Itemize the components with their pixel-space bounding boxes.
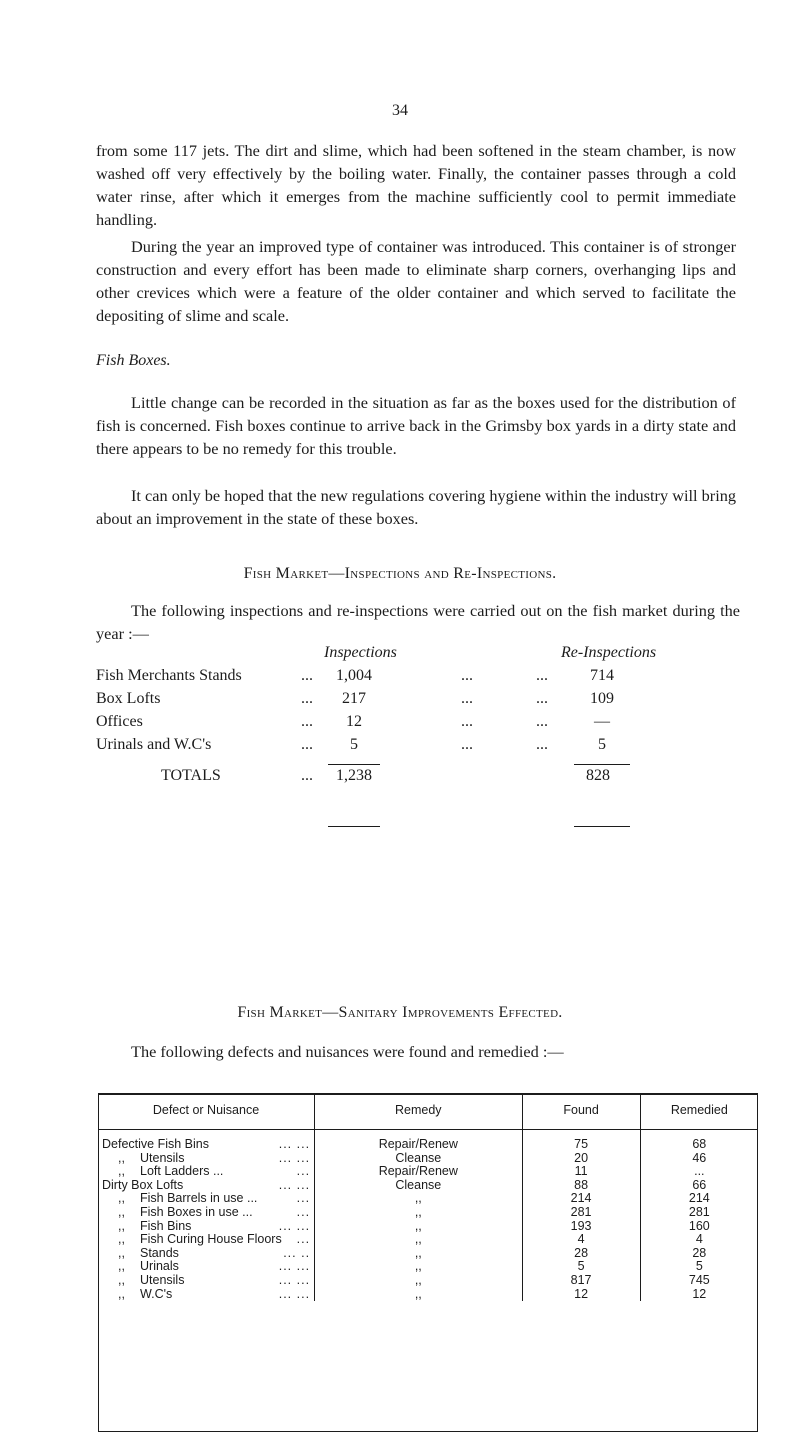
reinspections-value: — <box>594 713 610 730</box>
subheading-fish-boxes: Fish Boxes. <box>96 352 171 369</box>
remedied-cell: 12 <box>692 1286 707 1301</box>
leader-dots: ... ... <box>278 1259 311 1274</box>
remedy-cell: Cleanse <box>315 1152 523 1166</box>
inspections-value: 1,004 <box>336 667 372 684</box>
defect-name: Loft Ladders ... <box>140 1164 224 1179</box>
found-cell: 281 <box>522 1206 640 1220</box>
leader-dots: ... ... <box>278 1272 311 1287</box>
found-cell: 11 <box>522 1165 640 1179</box>
leader-dots: ... ... <box>278 1150 311 1165</box>
inspections-row: Fish Merchants Stands ... 1,004 ... ... 714 <box>96 667 756 690</box>
paragraph-container-rinse: from some 117 jets. The dirt and slime, which had been softened in the steam chamber, is now washed off very effectively by the boiling water. Finally, the container passes through a cold water rinse, after which it emerges from the machine sufficiently cool to permit immediate handling. <box>96 141 736 229</box>
table-row <box>98 1130 758 1152</box>
leader-dots: ... ... <box>278 1137 311 1151</box>
found-cell: 193 <box>522 1220 640 1234</box>
found-cell: 214 <box>522 1192 640 1206</box>
defect-name: Dirty Box Lofts <box>102 1177 184 1192</box>
remedy-cell: ,, <box>315 1260 523 1274</box>
header-remedied: Remedied <box>640 1093 758 1130</box>
improvements-intro: The following defects and nuisances were found and remedied :— <box>131 1042 564 1061</box>
inspections-row: Box Lofts ... 217 ... ... 109 <box>96 690 756 713</box>
inspections-row: Urinals and W.C's ... 5 ... ... 5 <box>96 736 756 759</box>
inspections-header-row <box>96 644 756 667</box>
remedied-cell: 68 <box>692 1137 707 1151</box>
reinspections-value: 714 <box>590 667 614 684</box>
ditto-mark: ,, <box>118 1191 125 1206</box>
remedied-cell: 46 <box>692 1150 707 1165</box>
table-row <box>98 1288 758 1302</box>
found-cell: 12 <box>522 1288 640 1302</box>
header-found: Found <box>522 1093 640 1130</box>
table-row <box>98 1152 758 1166</box>
remedied-cell: 4 <box>695 1232 703 1247</box>
inspections-totals-row: TOTALS ... 1,238 828 <box>96 767 756 790</box>
table-row <box>98 1165 758 1179</box>
inspections-value: 5 <box>350 736 358 753</box>
ditto-mark: ,, <box>118 1164 125 1179</box>
found-cell: 20 <box>522 1152 640 1166</box>
table-row <box>98 1233 758 1247</box>
remedy-cell: ,, <box>315 1233 523 1247</box>
remedy-cell: ,, <box>315 1247 523 1261</box>
defect-cell <box>98 1206 315 1220</box>
defects-body <box>98 1130 758 1302</box>
defect-name: W.C's <box>140 1286 173 1301</box>
remedied-cell: 160 <box>688 1218 710 1233</box>
table-row <box>98 1220 758 1234</box>
leader-dots: ... ... <box>278 1218 311 1233</box>
reinspections-value: 109 <box>590 690 614 707</box>
found-cell: 5 <box>522 1260 640 1274</box>
remedied-cell: 5 <box>695 1259 703 1274</box>
remedied-cell: 28 <box>692 1245 707 1260</box>
row-label: Offices <box>96 713 143 730</box>
ditto-mark: ,, <box>118 1259 125 1274</box>
inspections-table <box>96 644 756 790</box>
paragraph-new-regulations: It can only be hoped that the new regulations covering hygiene within the industry will bring about an improvement in the state of these boxes. <box>96 486 736 528</box>
defect-cell <box>98 1165 315 1179</box>
totals-reinspections: 828 <box>586 767 610 784</box>
defect-cell <box>98 1220 315 1234</box>
table-row <box>98 1179 758 1193</box>
ditto-mark: ,, <box>118 1245 125 1260</box>
table-row <box>98 1206 758 1220</box>
found-cell: 817 <box>522 1274 640 1288</box>
remedy-cell: ,, <box>315 1206 523 1220</box>
subtotal-rule-reinspections <box>574 764 630 765</box>
inspections-row: Offices ... 12 ... ... — <box>96 713 756 736</box>
leader-dots: ... <box>296 1232 311 1247</box>
leader-dots: ... <box>296 1191 311 1206</box>
found-cell: 88 <box>522 1179 640 1193</box>
defect-cell <box>98 1274 315 1288</box>
remedy-cell: ,, <box>315 1274 523 1288</box>
ditto-mark: ,, <box>118 1204 125 1219</box>
remedied-cell: 66 <box>692 1177 707 1192</box>
defect-cell <box>98 1260 315 1274</box>
remedy-cell: ,, <box>315 1192 523 1206</box>
reinspections-value: 5 <box>598 736 606 753</box>
header-defect: Defect or Nuisance <box>98 1093 315 1130</box>
col-reinspections: Re-Inspections <box>561 644 657 661</box>
row-label: Fish Merchants Stands <box>96 667 242 684</box>
remedied-cell: ... <box>694 1164 705 1179</box>
defect-cell <box>98 1247 315 1261</box>
defect-name: Fish Barrels in use ... <box>140 1191 258 1206</box>
total-rule-reinspections <box>574 826 630 827</box>
ditto-mark: ,, <box>118 1232 125 1247</box>
remedied-cell: 214 <box>688 1191 710 1206</box>
found-cell: 75 <box>522 1130 640 1152</box>
subtotal-rule-inspections <box>328 764 380 765</box>
defects-header-row <box>98 1093 758 1130</box>
row-label: Urinals and W.C's <box>96 736 212 753</box>
defect-cell <box>98 1192 315 1206</box>
leader-dots: ... <box>296 1164 311 1179</box>
defect-cell <box>98 1152 315 1166</box>
ditto-mark: ,, <box>118 1150 125 1165</box>
ditto-mark: ,, <box>118 1286 125 1301</box>
defect-name: Fish Curing House Floors <box>140 1232 282 1247</box>
heading-sanitary-improvements: Fish Market—Sanitary Improvements Effected. <box>237 1004 563 1021</box>
defect-name: Defective Fish Bins <box>102 1137 209 1151</box>
remedied-cell: 281 <box>688 1204 710 1219</box>
remedy-cell: Repair/Renew <box>315 1165 523 1179</box>
inspections-value: 217 <box>342 690 366 707</box>
leader-dots: ... .. <box>283 1245 311 1260</box>
defect-name: Stands <box>140 1245 179 1260</box>
inspections-intro: The following inspections and re-inspections were carried out on the fish market during the year :— <box>96 601 740 643</box>
ditto-mark: ,, <box>118 1218 125 1233</box>
defect-cell <box>98 1130 315 1152</box>
table-row <box>98 1247 758 1261</box>
defects-table <box>98 1093 758 1301</box>
table-row <box>98 1274 758 1288</box>
defect-cell <box>98 1233 315 1247</box>
totals-label: TOTALS <box>161 767 221 784</box>
ditto-mark: ,, <box>118 1272 125 1287</box>
defect-cell <box>98 1179 315 1193</box>
defect-name: Urinals <box>140 1259 179 1274</box>
remedied-cell: 745 <box>688 1272 710 1287</box>
found-cell: 4 <box>522 1233 640 1247</box>
defect-name: Utensils <box>140 1272 185 1287</box>
remedy-cell: ,, <box>315 1288 523 1302</box>
page-number: 34 <box>392 102 408 119</box>
heading-inspections: Fish Market—Inspections and Re-Inspections. <box>243 565 557 582</box>
remedy-cell: ,, <box>315 1220 523 1234</box>
defect-name: Fish Bins <box>140 1218 192 1233</box>
col-inspections: Inspections <box>324 644 397 661</box>
header-remedy: Remedy <box>315 1093 523 1130</box>
defect-cell <box>98 1288 315 1302</box>
remedy-cell: Repair/Renew <box>315 1130 523 1152</box>
table-row <box>98 1192 758 1206</box>
leader-dots: ... ... <box>278 1286 311 1301</box>
leader-dots: ... <box>296 1204 311 1219</box>
defect-name: Utensils <box>140 1150 185 1165</box>
table-row <box>98 1260 758 1274</box>
totals-inspections: 1,238 <box>336 767 372 784</box>
row-label: Box Lofts <box>96 690 161 707</box>
total-rule-inspections <box>328 826 380 827</box>
leader-dots: ... ... <box>278 1177 311 1192</box>
remedy-cell: Cleanse <box>315 1179 523 1193</box>
defect-name: Fish Boxes in use ... <box>140 1204 253 1219</box>
inspections-value: 12 <box>346 713 362 730</box>
found-cell: 28 <box>522 1247 640 1261</box>
paragraph-fish-boxes-situation: Little change can be recorded in the situation as far as the boxes used for the distribution of fish is concerned. Fish boxes continue to arrive back in the Grimsby box yards in a dirty state and there appears to be no remedy for this trouble. <box>96 393 736 458</box>
paragraph-improved-container: During the year an improved type of container was introduced. This container is of stronger construction and every effort has been made to eliminate sharp corners, overhanging lips and other crevices which were a feature of the older container and which served to facilitate the depositing of slime and scale. <box>96 237 736 325</box>
